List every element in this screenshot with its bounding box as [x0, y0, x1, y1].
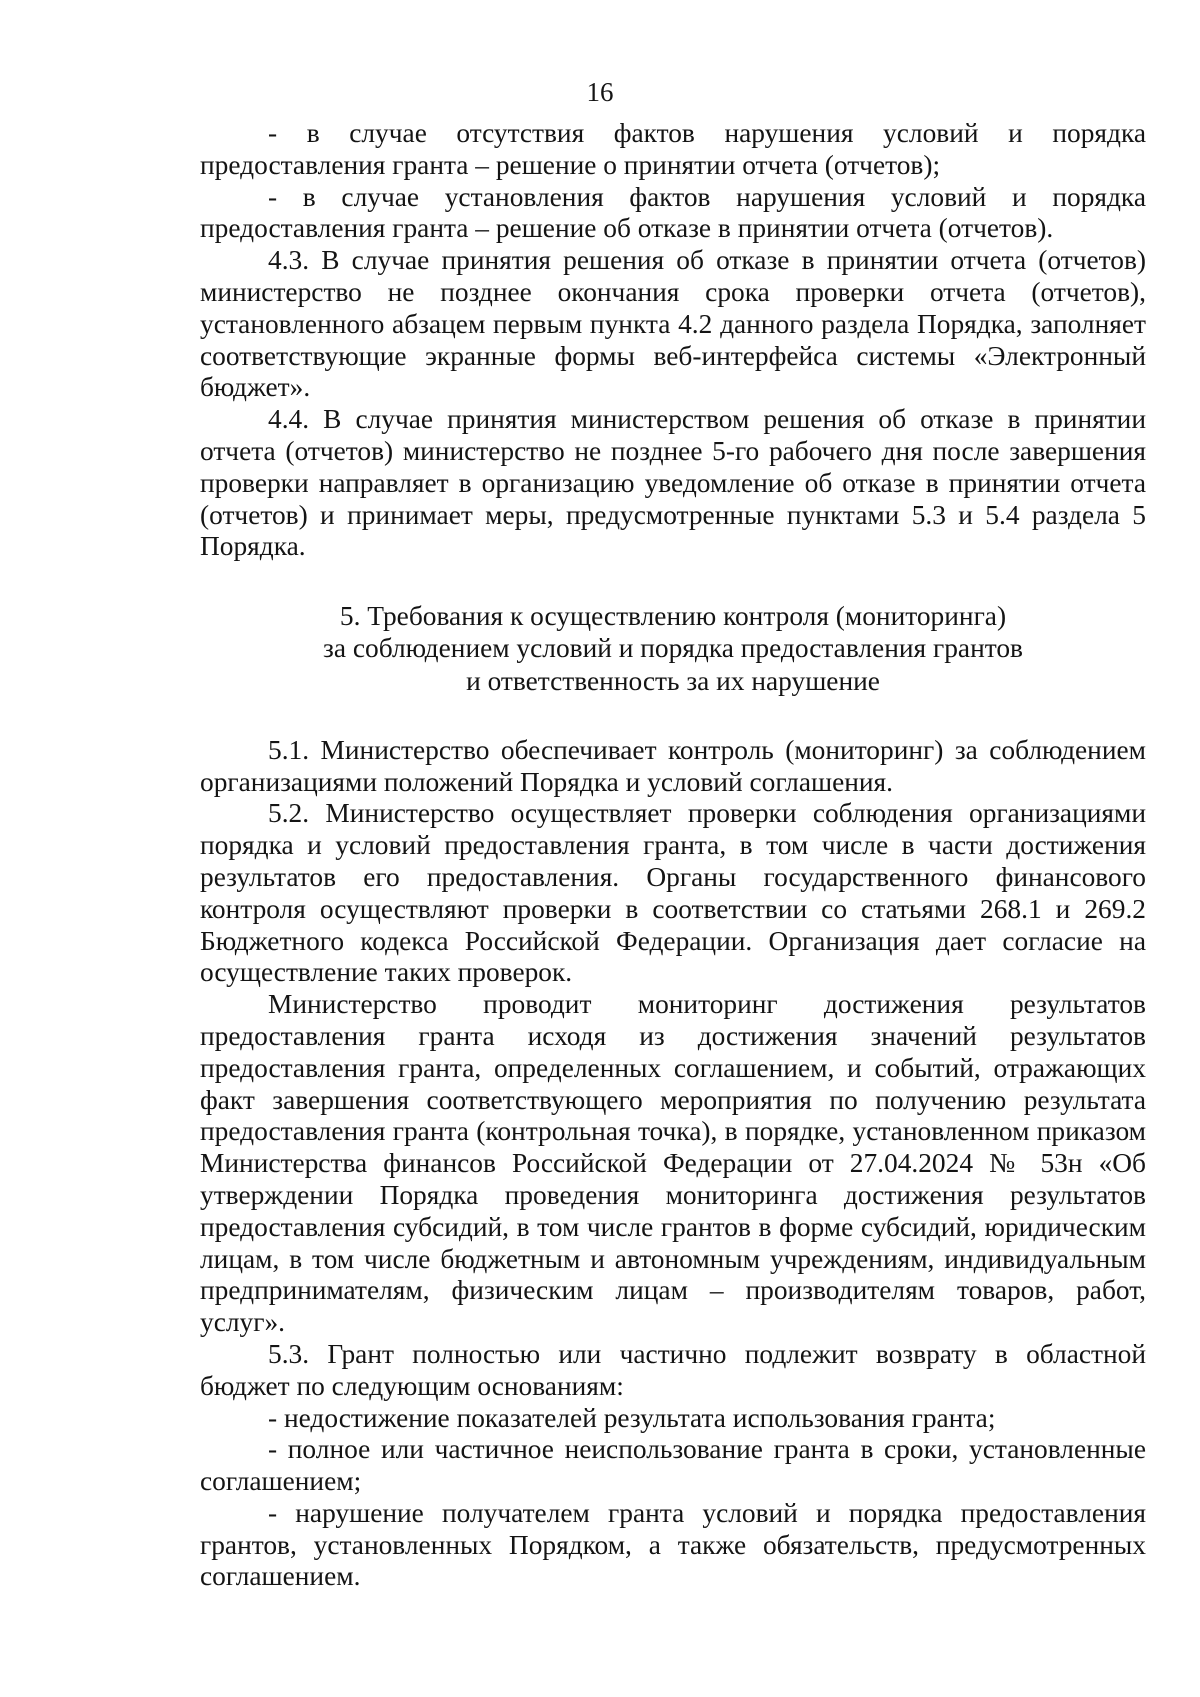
paragraph-5-3: 5.3. Грант полностью или частично подлежит возврату в областной бюджет по следующим основаниям:: [200, 1338, 1146, 1401]
section-title-line: за соблюдением условий и порядка предоставления грантов: [323, 633, 1023, 664]
paragraph-5-1: 5.1. Министерство обеспечивает контроль (мониторинг) за соблюдением организациями положений Порядка и условий соглашения.: [200, 734, 1146, 797]
document-body: [200, 118, 1146, 1593]
section-title-line: 5. Требования к осуществлению контроля (мониторинга): [339, 601, 1007, 632]
list-item-not-used: - полное или частичное неиспользование гранта в сроки, установленные соглашением;: [200, 1434, 1146, 1497]
paragraph-4-3: 4.3. В случае принятия решения об отказе в принятии отчета (отчетов) министерство не позднее окончания срока проверки отчета (отчетов), установленного абзацем первым пункта 4.2 данного раздела Порядка, заполняет соответствующие экранные формы веб-интерфейса системы «Электронный бюджет».: [200, 245, 1146, 403]
page-number: 16: [586, 77, 614, 107]
paragraph-5-2: 5.2. Министерство осуществляет проверки соблюдения организациями порядка и условий предоставления гранта, в том числе в части достижения результатов его предоставления. Органы государственного финансового контроля осуществляют проверки в соответствии со статьями 268.1 и 269.2 Бюджетного кодекса Российской Федерации. Организация дает согласие на осуществление таких проверок.: [200, 798, 1146, 988]
paragraph-no-violation: - в случае отсутствия фактов нарушения условий и порядка предоставления гранта – решение о принятии отчета (отчетов);: [200, 118, 1146, 180]
list-item-not-achieved: - недостижение показателей результата использования гранта;: [268, 1402, 996, 1433]
section-5-title: [200, 600, 1146, 697]
paragraph-4-4: 4.4. В случае принятия министерством решения об отказе в принятии отчета (отчетов) министерство не позднее 5-го рабочего дня после завершения проверки направляет в организацию уведомление об отказе в принятии отчета (отчетов) и принимает меры, предусмотренные пунктами 5.3 и 5.4 раздела 5 Порядка.: [200, 404, 1146, 562]
paragraph-monitoring: Министерство проводит мониторинг достижения результатов предоставления гранта исходя из достижения значений результатов предоставления гранта, определенных соглашением, и событий, отражающих факт завершения соответствующего мероприятия по получению результата предоставления гранта (контрольная точка), в порядке, установленном приказом Министерства финансов Российской Федерации от 27.04.2024 № 53н «Об утверждении Порядка проведения мониторинга достижения результатов предоставления субсидий, в том числе грантов в форме субсидий, юридическим лицам, в том числе бюджетным и автономным учреждениям, индивидуальным предпринимателям, физическим лицам – производителям товаров, работ, услуг».: [200, 989, 1146, 1338]
list-item-violation: - нарушение получателем гранта условий и порядка предоставления грантов, установленных Порядком, а также обязательств, предусмотренных соглашением.: [200, 1497, 1146, 1592]
section-title-line: и ответственность за их нарушение: [466, 665, 880, 696]
paragraph-violation-found: - в случае установления фактов нарушения условий и порядка предоставления гранта – решение об отказе в принятии отчета (отчетов).: [200, 181, 1146, 244]
